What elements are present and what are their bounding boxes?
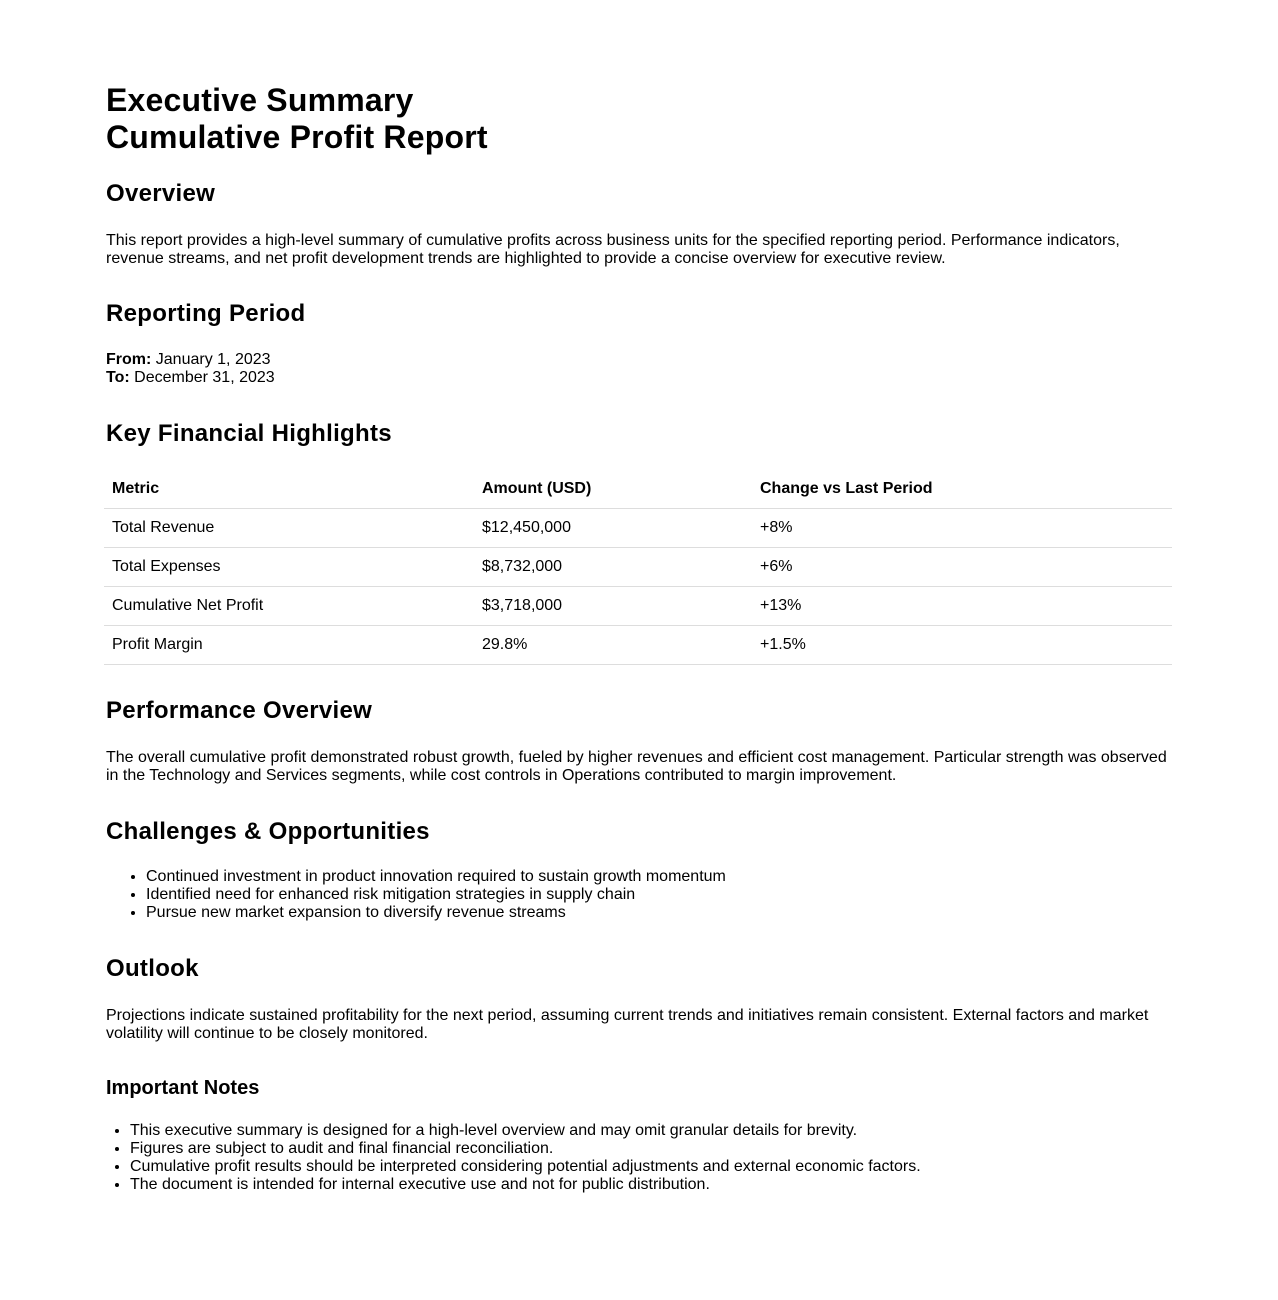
list-item: • Figures are subject to audit and final financial reconciliation. <box>130 1140 1172 1158</box>
performance-text: The overall cumulative profit demonstrated robust growth, fueled by higher revenues and efficient cost management. Particular strength was observed in the Technology and Services segments, while cost controls in Operations contributed to margin improvement. <box>106 749 1167 784</box>
reporting-period-section <box>106 300 1172 387</box>
table-cell-amount: $12,450,000 <box>474 509 752 548</box>
period-from-label: From: <box>106 351 152 368</box>
important-notes-section <box>106 1076 1172 1194</box>
highlights-table <box>104 469 1172 665</box>
outlook-text: Projections indicate sustained profitability for the next period, assuming current trends and initiatives remain consistent. External factors and market volatility will continue to be closely monitored. <box>106 1007 1149 1042</box>
overview-heading: Overview <box>106 180 216 207</box>
reporting-period-dates <box>106 351 1172 387</box>
table-cell-amount: $3,718,000 <box>474 587 752 626</box>
list-item: • The document is intended for internal executive use and not for public distribution. <box>130 1176 1172 1194</box>
period-to-value: December 31, 2023 <box>134 369 275 386</box>
table-header-row <box>104 469 1172 509</box>
period-from-value: January 1, 2023 <box>155 351 271 368</box>
overview-text: This report provides a high-level summary of cumulative profits across business units for the specified reporting period. Performance indicators, revenue streams, and net profit development trends are highlighted to provide a concise overview for executive review. <box>106 232 1120 267</box>
table-cell-change: +13% <box>752 587 1172 626</box>
list-item: • Pursue new market expansion to diversify revenue streams <box>146 904 1172 922</box>
list-item: • This executive summary is designed for a high-level overview and may omit granular details for brevity. <box>130 1122 1172 1140</box>
table-cell-change: +1.5% <box>752 626 1172 665</box>
notes-heading: Important Notes <box>106 1077 260 1099</box>
table-cell-amount: $8,732,000 <box>474 548 752 587</box>
table-cell-change: +8% <box>752 509 1172 548</box>
table-row <box>104 509 1172 548</box>
table-cell-metric: Total Expenses <box>104 548 474 587</box>
list-item: • Identified need for enhanced risk mitigation strategies in supply chain <box>146 886 1172 904</box>
table-cell-metric: Total Revenue <box>104 509 474 548</box>
period-from <box>106 351 1172 369</box>
overview-section <box>106 180 1172 268</box>
key-financial-highlights-section <box>106 420 1172 665</box>
list-item: • Cumulative profit results should be interpreted considering potential adjustments and external economic factors. <box>130 1158 1172 1176</box>
title-line-1: Executive Summary <box>106 82 414 118</box>
page-title <box>106 82 1172 156</box>
table-row <box>104 626 1172 665</box>
title-line-2: Cumulative Profit Report <box>106 119 488 155</box>
highlights-heading: Key Financial Highlights <box>106 420 392 447</box>
challenges-section <box>106 818 1172 922</box>
table-row <box>104 587 1172 626</box>
reporting-period-heading: Reporting Period <box>106 300 306 327</box>
performance-overview-section <box>106 697 1172 785</box>
period-to-label: To: <box>106 369 130 386</box>
column-header-metric: Metric <box>104 469 474 509</box>
notes-list <box>106 1122 1172 1194</box>
challenges-heading: Challenges & Opportunities <box>106 818 430 845</box>
table-cell-metric: Cumulative Net Profit <box>104 587 474 626</box>
table-cell-change: +6% <box>752 548 1172 587</box>
list-item: • Continued investment in product innovation required to sustain growth momentum <box>146 868 1172 886</box>
table-cell-amount: 29.8% <box>474 626 752 665</box>
outlook-heading: Outlook <box>106 955 199 982</box>
performance-heading: Performance Overview <box>106 697 373 724</box>
outlook-section <box>106 955 1172 1043</box>
table-cell-metric: Profit Margin <box>104 626 474 665</box>
table-row <box>104 548 1172 587</box>
column-header-change: Change vs Last Period <box>752 469 1172 509</box>
period-to <box>106 369 1172 387</box>
column-header-amount: Amount (USD) <box>474 469 752 509</box>
challenges-list <box>106 868 1172 922</box>
